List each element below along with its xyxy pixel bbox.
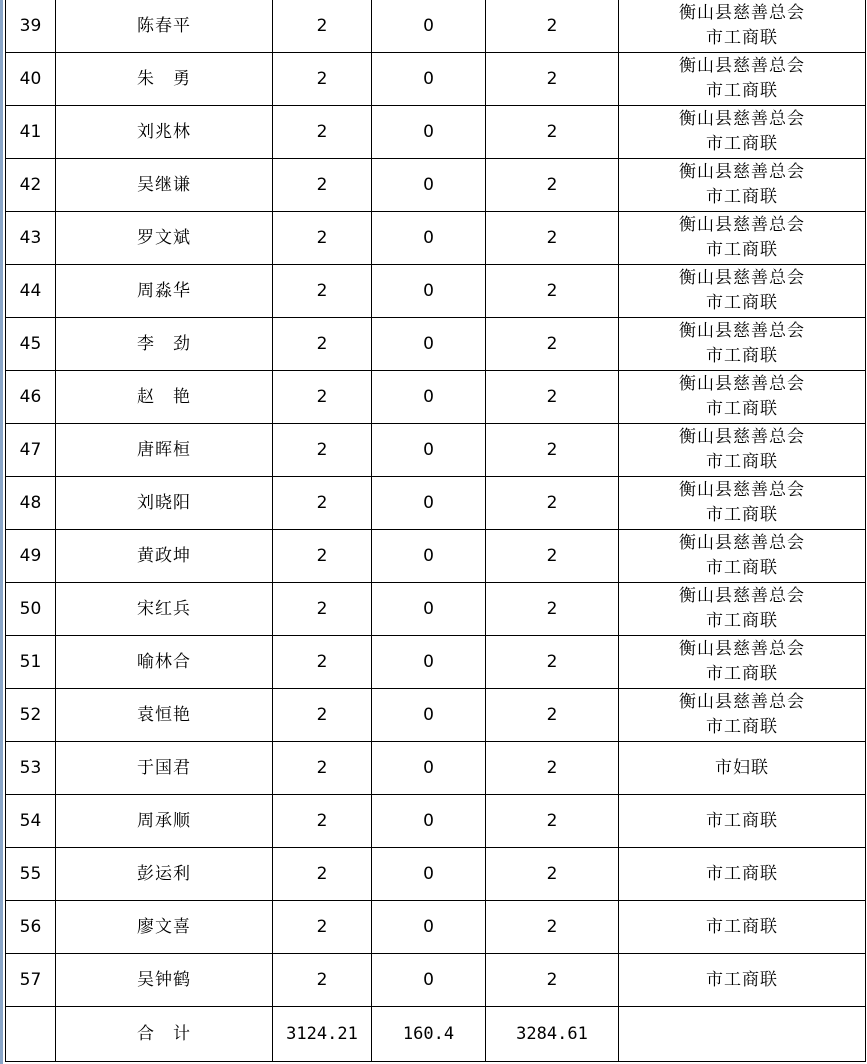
table-row <box>6 0 866 53</box>
donor-name-cell: 刘晓阳 <box>56 477 273 530</box>
organization-line: 市工商联 <box>706 611 778 631</box>
amount-c-cell: 2 <box>486 0 619 53</box>
organization-cell <box>619 318 866 371</box>
row-number-cell: 40 <box>6 53 56 106</box>
row-number-cell: 41 <box>6 106 56 159</box>
row-number-cell: 44 <box>6 265 56 318</box>
row-number-cell: 51 <box>6 636 56 689</box>
donor-name-cell: 陈春平 <box>56 0 273 53</box>
table-row <box>6 318 866 371</box>
donor-name-cell: 刘兆林 <box>56 106 273 159</box>
donor-name-cell: 喻林合 <box>56 636 273 689</box>
amount-a-cell: 2 <box>273 848 372 901</box>
total-org-cell <box>619 1007 866 1062</box>
amount-c-cell: 2 <box>486 583 619 636</box>
organization-cell <box>619 583 866 636</box>
total-row <box>6 1007 866 1062</box>
row-number-cell: 53 <box>6 742 56 795</box>
organization-cell <box>619 0 866 53</box>
table-row <box>6 954 866 1007</box>
row-number-cell: 39 <box>6 0 56 53</box>
row-number-cell: 46 <box>6 371 56 424</box>
amount-b-cell: 0 <box>372 901 486 954</box>
organization-line: 衡山县慈善总会 <box>679 109 805 129</box>
organization-line: 衡山县慈善总会 <box>679 56 805 76</box>
amount-c-cell: 2 <box>486 742 619 795</box>
table-row <box>6 795 866 848</box>
organization-cell <box>619 424 866 477</box>
amount-a-cell: 2 <box>273 0 372 53</box>
organization-line: 市工商联 <box>706 346 778 366</box>
amount-b-cell: 0 <box>372 159 486 212</box>
amount-b-cell: 0 <box>372 53 486 106</box>
table-row <box>6 636 866 689</box>
donor-name-cell: 李 劲 <box>56 318 273 371</box>
amount-a-cell: 2 <box>273 742 372 795</box>
total-label-cell: 合 计 <box>56 1007 273 1062</box>
organization-line: 衡山县慈善总会 <box>679 639 805 659</box>
amount-c-cell: 2 <box>486 901 619 954</box>
organization-line: 市工商联 <box>706 28 778 48</box>
organization-cell <box>619 901 866 954</box>
amount-c-cell: 2 <box>486 159 619 212</box>
amount-c-cell: 2 <box>486 212 619 265</box>
amount-a-cell: 2 <box>273 53 372 106</box>
donor-name-cell: 周承顺 <box>56 795 273 848</box>
organization-line: 衡山县慈善总会 <box>679 162 805 182</box>
amount-a-cell: 2 <box>273 159 372 212</box>
amount-a-cell: 2 <box>273 265 372 318</box>
donor-name-cell: 周淼华 <box>56 265 273 318</box>
donor-name-cell: 廖文喜 <box>56 901 273 954</box>
organization-line: 市妇联 <box>715 757 769 778</box>
organization-line: 衡山县慈善总会 <box>679 268 805 288</box>
organization-line: 市工商联 <box>706 863 778 884</box>
donor-name-cell: 袁恒艳 <box>56 689 273 742</box>
organization-cell <box>619 212 866 265</box>
amount-c-cell: 2 <box>486 530 619 583</box>
organization-cell <box>619 106 866 159</box>
row-number-cell: 42 <box>6 159 56 212</box>
amount-a-cell: 2 <box>273 371 372 424</box>
donor-name-cell: 彭运利 <box>56 848 273 901</box>
amount-b-cell: 0 <box>372 212 486 265</box>
organization-line: 市工商联 <box>706 810 778 831</box>
amount-c-cell: 2 <box>486 795 619 848</box>
donor-name-cell: 吴继谦 <box>56 159 273 212</box>
row-number-cell: 54 <box>6 795 56 848</box>
donor-name-cell: 赵 艳 <box>56 371 273 424</box>
row-number-cell: 52 <box>6 689 56 742</box>
organization-cell <box>619 742 866 795</box>
organization-cell <box>619 530 866 583</box>
row-number-cell: 50 <box>6 583 56 636</box>
donor-name-cell: 黄政坤 <box>56 530 273 583</box>
amount-b-cell: 0 <box>372 0 486 53</box>
donor-name-cell: 朱 勇 <box>56 53 273 106</box>
donor-name-cell: 宋红兵 <box>56 583 273 636</box>
amount-b-cell: 0 <box>372 689 486 742</box>
row-number-cell: 43 <box>6 212 56 265</box>
table-row <box>6 530 866 583</box>
amount-a-cell: 2 <box>273 636 372 689</box>
amount-b-cell: 0 <box>372 477 486 530</box>
amount-c-cell: 2 <box>486 954 619 1007</box>
table-row <box>6 371 866 424</box>
row-number-cell: 55 <box>6 848 56 901</box>
organization-cell <box>619 477 866 530</box>
total-amount-c-cell: 3284.61 <box>486 1007 619 1062</box>
row-number-cell: 45 <box>6 318 56 371</box>
amount-a-cell: 2 <box>273 106 372 159</box>
organization-line: 市工商联 <box>706 664 778 684</box>
table-row <box>6 689 866 742</box>
amount-c-cell: 2 <box>486 848 619 901</box>
amount-c-cell: 2 <box>486 265 619 318</box>
organization-cell <box>619 159 866 212</box>
table-row <box>6 212 866 265</box>
amount-b-cell: 0 <box>372 530 486 583</box>
table-row <box>6 53 866 106</box>
organization-line: 市工商联 <box>706 240 778 260</box>
organization-cell <box>619 848 866 901</box>
organization-line: 市工商联 <box>706 452 778 472</box>
donor-name-cell: 唐晖桓 <box>56 424 273 477</box>
organization-cell <box>619 265 866 318</box>
amount-a-cell: 2 <box>273 424 372 477</box>
organization-line: 市工商联 <box>706 187 778 207</box>
organization-line: 市工商联 <box>706 505 778 525</box>
amount-c-cell: 2 <box>486 371 619 424</box>
donor-name-cell: 罗文斌 <box>56 212 273 265</box>
amount-a-cell: 2 <box>273 530 372 583</box>
amount-c-cell: 2 <box>486 106 619 159</box>
organization-line: 市工商联 <box>706 81 778 101</box>
organization-line: 市工商联 <box>706 293 778 313</box>
amount-b-cell: 0 <box>372 318 486 371</box>
amount-a-cell: 2 <box>273 583 372 636</box>
total-amount-a-cell: 3124.21 <box>273 1007 372 1062</box>
organization-line: 市工商联 <box>706 916 778 937</box>
organization-cell <box>619 53 866 106</box>
table-row <box>6 742 866 795</box>
organization-line: 市工商联 <box>706 134 778 154</box>
organization-line: 衡山县慈善总会 <box>679 586 805 606</box>
row-number-cell: 49 <box>6 530 56 583</box>
amount-c-cell: 2 <box>486 477 619 530</box>
organization-line: 市工商联 <box>706 399 778 419</box>
organization-cell <box>619 689 866 742</box>
amount-c-cell: 2 <box>486 689 619 742</box>
organization-line: 衡山县慈善总会 <box>679 215 805 235</box>
organization-line: 衡山县慈善总会 <box>679 321 805 341</box>
organization-line: 市工商联 <box>706 969 778 990</box>
amount-b-cell: 0 <box>372 954 486 1007</box>
organization-line: 衡山县慈善总会 <box>679 480 805 500</box>
table-row <box>6 265 866 318</box>
row-number-cell: 56 <box>6 901 56 954</box>
amount-c-cell: 2 <box>486 318 619 371</box>
donation-table <box>5 0 866 1062</box>
amount-a-cell: 2 <box>273 954 372 1007</box>
table-row <box>6 848 866 901</box>
amount-b-cell: 0 <box>372 848 486 901</box>
amount-b-cell: 0 <box>372 795 486 848</box>
organization-line: 市工商联 <box>706 558 778 578</box>
organization-line: 衡山县慈善总会 <box>679 3 805 23</box>
amount-a-cell: 2 <box>273 689 372 742</box>
amount-b-cell: 0 <box>372 265 486 318</box>
organization-cell <box>619 371 866 424</box>
amount-b-cell: 0 <box>372 371 486 424</box>
amount-c-cell: 2 <box>486 53 619 106</box>
amount-a-cell: 2 <box>273 901 372 954</box>
amount-a-cell: 2 <box>273 318 372 371</box>
organization-line: 衡山县慈善总会 <box>679 374 805 394</box>
amount-b-cell: 0 <box>372 583 486 636</box>
organization-line: 衡山县慈善总会 <box>679 692 805 712</box>
organization-cell <box>619 636 866 689</box>
organization-line: 衡山县慈善总会 <box>679 427 805 447</box>
row-number-cell: 48 <box>6 477 56 530</box>
row-number-cell: 47 <box>6 424 56 477</box>
table-row <box>6 424 866 477</box>
amount-c-cell: 2 <box>486 636 619 689</box>
table-body <box>6 0 866 1007</box>
organization-line: 衡山县慈善总会 <box>679 533 805 553</box>
row-number-cell: 57 <box>6 954 56 1007</box>
amount-b-cell: 0 <box>372 636 486 689</box>
table-row <box>6 477 866 530</box>
organization-line: 市工商联 <box>706 717 778 737</box>
page-left-edge <box>0 0 3 1064</box>
amount-a-cell: 2 <box>273 795 372 848</box>
amount-b-cell: 0 <box>372 742 486 795</box>
amount-a-cell: 2 <box>273 212 372 265</box>
organization-cell <box>619 954 866 1007</box>
table-row <box>6 901 866 954</box>
table-row <box>6 106 866 159</box>
total-no-cell <box>6 1007 56 1062</box>
amount-b-cell: 0 <box>372 106 486 159</box>
amount-c-cell: 2 <box>486 424 619 477</box>
donor-name-cell: 吴钟鹤 <box>56 954 273 1007</box>
table-row <box>6 583 866 636</box>
donor-name-cell: 于国君 <box>56 742 273 795</box>
amount-a-cell: 2 <box>273 477 372 530</box>
total-amount-b-cell: 160.4 <box>372 1007 486 1062</box>
organization-cell <box>619 795 866 848</box>
amount-b-cell: 0 <box>372 424 486 477</box>
table-row <box>6 159 866 212</box>
